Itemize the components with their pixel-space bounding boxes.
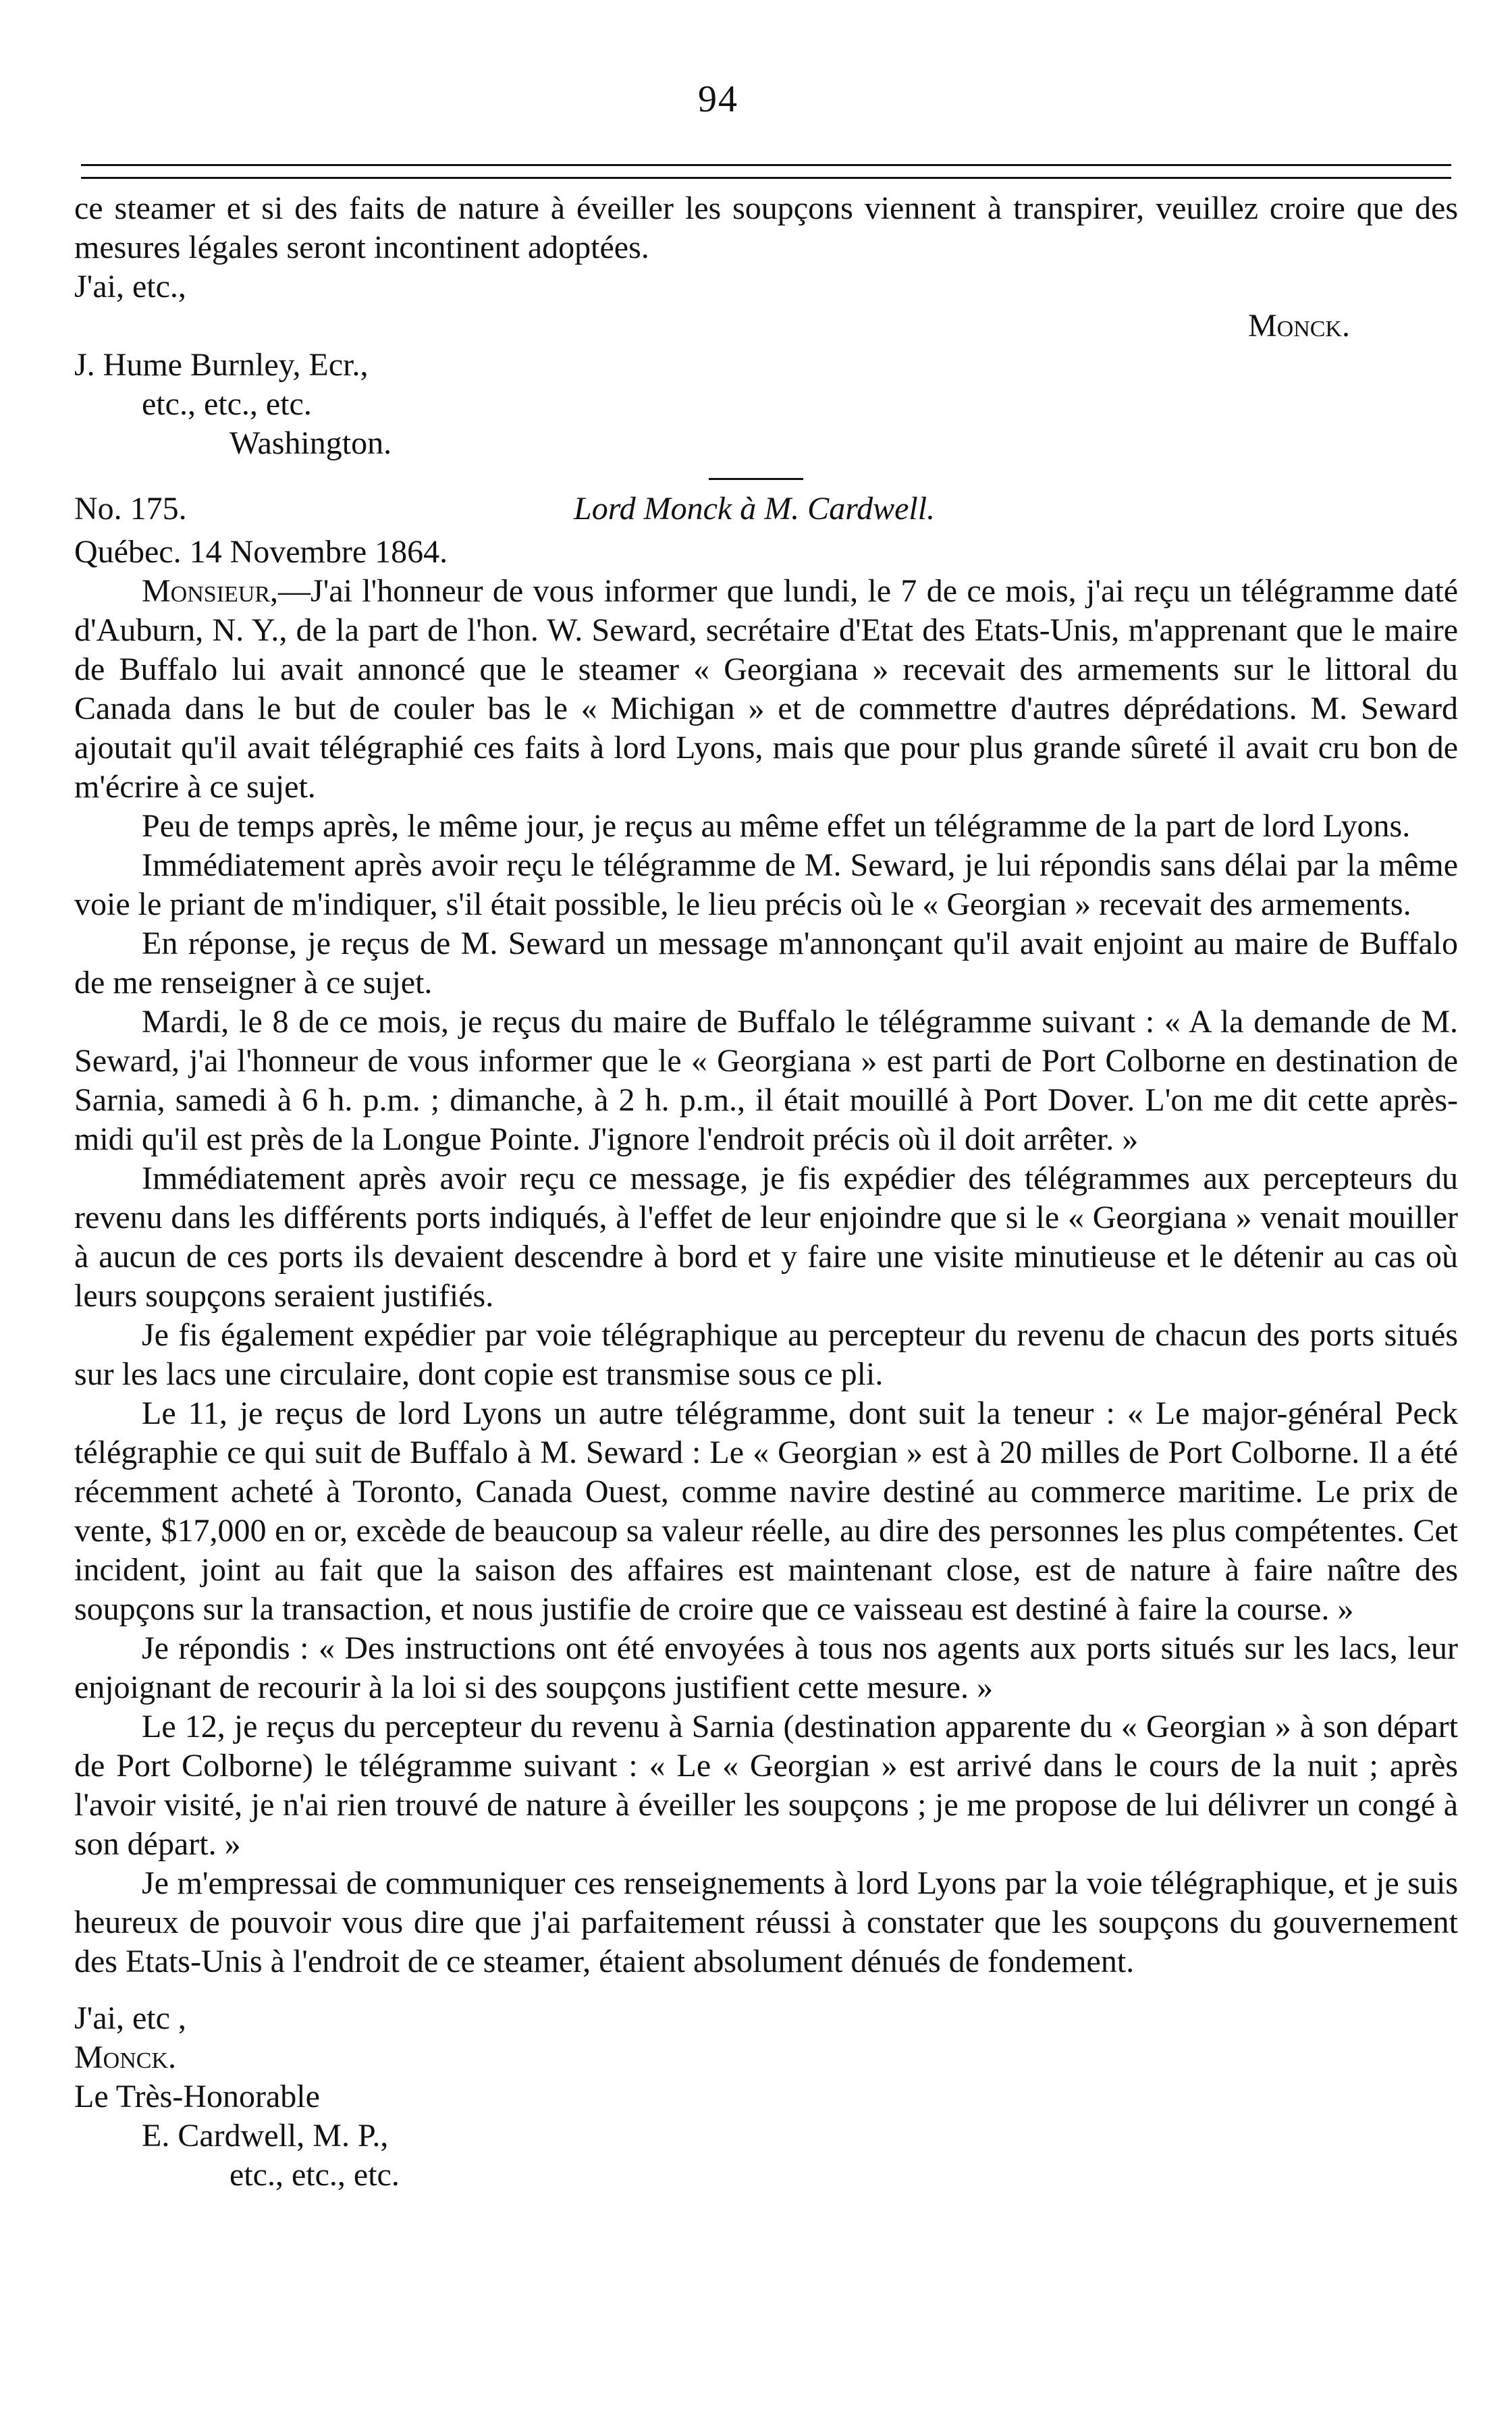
letter-1 [74,189,1458,463]
paragraph-text: —J'ai l'honneur de vous informer que lundi, le 7 de ce mois, j'ai reçu un télégramme daté d'Auburn, N. Y., de la part de l'hon. W. Seward, secrétaire d'Etat des Etats-Unis, m'apprenant que le maire de Buffalo lui avait annoncé que le steamer « Georgiana » recevait des armements sur le littoral du Canada dans le but de couler bas le « Michigan » et de commettre d'autres déprédations. M. Seward ajoutait qu'il avait télégraphié ces faits à lord Lyons, mais que pour plus grande sûreté il avait cru bon de m'écrire à ce sujet. [74,573,1458,805]
letter-2-closing: J'ai, etc , [74,2000,186,2036]
body-paragraph [74,572,1458,807]
body-paragraph: Le 12, je reçus du percepteur du revenu à Sarnia (destination apparente du « Georgian » à son départ de Port Colborne) le télégramme suivant : « Le « Georgian » est arrivé dans le cours de la nuit ; après l'avoir visité, je n'ai rien trouvé de nature à éveiller les soupçons ; je me propose de lui délivrer un congé à son départ. » [74,1709,1458,1862]
body-paragraph: Je m'empressai de communiquer ces renseignements à lord Lyons par la voie télégraphique, et je suis heureux de pouvoir vous dire que j'ai parfaitement réussi à constater que les soupçons du gouvernement des Etats-Unis à l'endroit de ce steamer, étaient absolument dénués de fondement. [74,1865,1458,1979]
letter-title: Lord Monck à M. Cardwell. [574,491,936,527]
body-paragraph: Mardi, le 8 de ce mois, je reçus du maire de Buffalo le télégramme suivant : « A la demande de M. Seward, j'ai l'honneur de vous informer que le « Georgiana » est parti de Port Colborne en destination de Sarnia, samedi à 6 h. p.m. ; dimanche, à 2 h. p.m., il était mouillé à Port Dover. L'on me dit cette après-midi qu'il est près de la Longue Pointe. J'ignore l'endroit précis où il doit arrêter. » [74,1004,1458,1157]
letter-1-signature: Monck. [1247,308,1350,344]
page-number: 94 [698,78,738,120]
addressee-line: Le Très-Honorable [74,2079,320,2114]
salutation: Monsieur, [142,573,279,609]
header-rule-bottom [81,177,1451,179]
addressee-line: Washington. [230,425,392,461]
letter-1-addressee [74,346,1458,463]
letter-1-closing: J'ai, etc., [74,269,186,304]
addressee-line: etc., etc., etc. [142,386,312,422]
letter-2 [74,489,1458,2195]
header-rule-top [81,164,1451,166]
letter-dateline: Québec. 14 Novembre 1864. [74,534,448,570]
letter-separator [709,478,803,480]
addressee-line: E. Cardwell, M. P., [142,2118,389,2154]
letter-2-heading [74,489,1458,533]
body-paragraph: Peu de temps après, le même jour, je reçus au même effet un télégramme de la part de lord Lyons. [142,808,1411,844]
body-paragraph: Je répondis : « Des instructions ont été envoyées à tous nos agents aux ports situés sur les lacs, leur enjoignant de recourir à la loi si des soupçons justifient cette mesure. » [74,1630,1458,1705]
letter-2-signature: Monck. [74,2039,177,2075]
letter-number: No. 175. [74,491,187,527]
body-paragraph: Immédiatement après avoir reçu ce message, je fis expédier des télégrammes aux percepteurs du revenu dans les différents ports indiqués, à l'effet de leur enjoindre que si le « Georgiana » venait mouiller à aucun de ces ports ils devaient descendre à bord et y faire une visite minutieuse et le détenir au cas où leurs soupçons seraient justifiés. [74,1160,1458,1314]
letter-2-addressee [74,2077,1458,2195]
addressee-line: J. Hume Burnley, Ecr., [74,347,369,383]
page-content [74,189,1458,2195]
body-paragraph: En réponse, je reçus de M. Seward un message m'annonçant qu'il avait enjoint au maire de Buffalo de me renseigner à ce sujet. [74,926,1458,1000]
body-paragraph: Immédiatement après avoir reçu le télégramme de M. Seward, je lui répondis sans délai par la même voie le priant de m'indiquer, s'il était possible, le lieu précis où le « Georgian » recevait des armements. [74,847,1458,922]
body-paragraph: Le 11, je reçus de lord Lyons un autre télégramme, dont suit la teneur : « Le major-général Peck télégraphie ce qui suit de Buffalo à M. Seward : Le « Georgian » est à 20 milles de Port Colborne. Il a été récemment acheté à Toronto, Canada Ouest, comme navire destiné au commerce maritime. Le prix de vente, $17,000 en or, excède de beaucoup sa valeur réelle, au dire des personnes les plus compétentes. Cet incident, joint au fait que la saison des affaires est maintenant close, est de nature à faire naître des soupçons sur la transaction, et nous justifie de croire que ce vaisseau est destiné à faire la course. » [74,1395,1458,1627]
letter-1-closing-paragraph: ce steamer et si des faits de nature à éveiller les soupçons viennent à transpirer, veuillez croire que des mesures légales seront incontinent adoptées. [74,190,1458,265]
addressee-line: etc., etc., etc. [230,2157,400,2193]
body-paragraph: Je fis également expédier par voie télégraphique au percepteur du revenu de chacun des ports situés sur les lacs une circulaire, dont copie est transmise sous ce pli. [74,1317,1458,1392]
